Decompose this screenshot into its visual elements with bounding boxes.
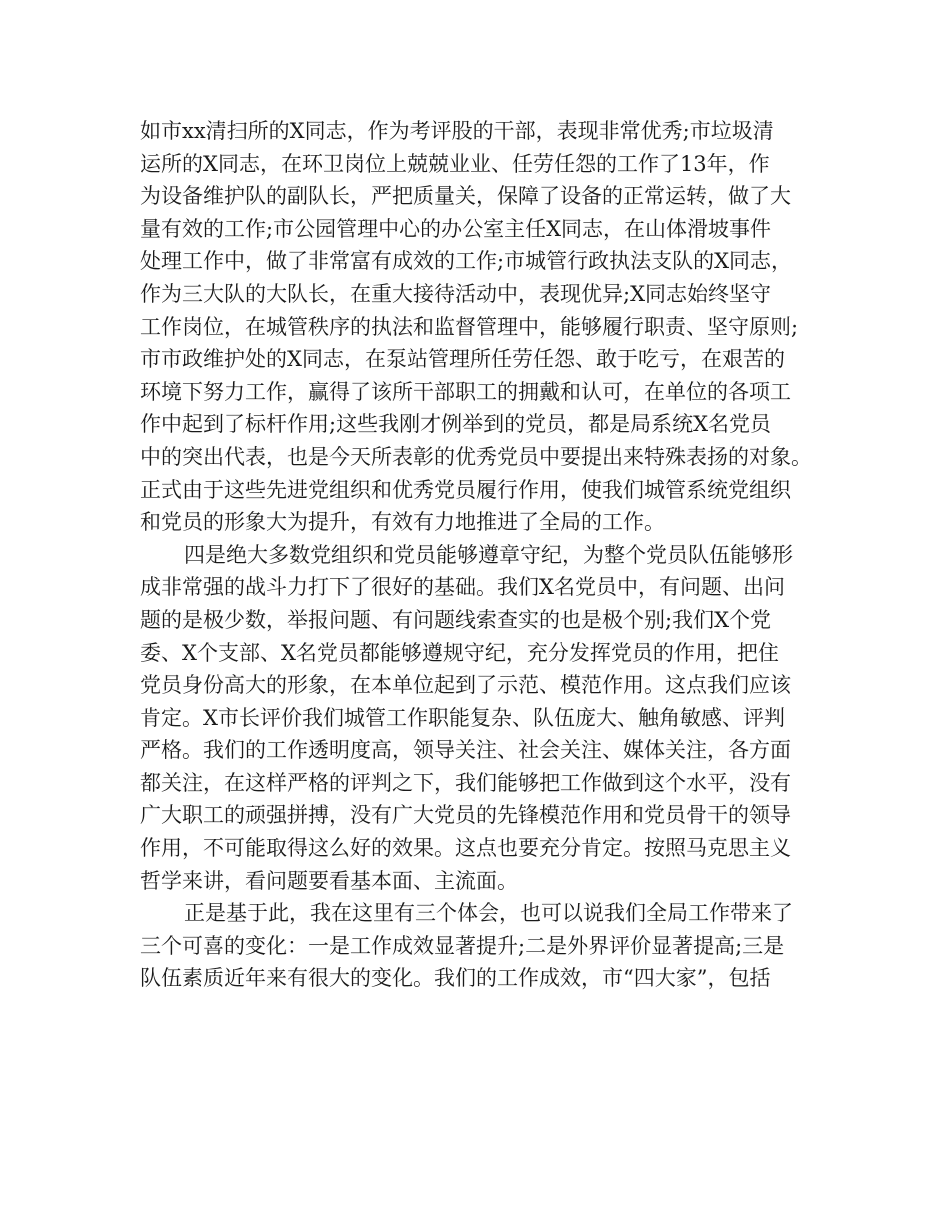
text-line: 作用，不可能取得这么好的效果。这点也要充分肯定。按照马克思主义 <box>140 836 791 861</box>
text-line: 为设备维护队的副队长，严把质量关，保障了设备的正常运转，做了大 <box>140 184 791 209</box>
text-line: 环境下努力工作，赢得了该所干部职工的拥戴和认可，在单位的各项工 <box>140 379 791 404</box>
text-line: 广大职工的顽强拼搏，没有广大党员的先锋模范作用和党员骨干的领导 <box>140 803 791 828</box>
text-line: 市市政维护处的X同志，在泵站管理所任劳任怨、敢于吃亏，在艰苦的 <box>140 347 785 372</box>
text-line: 量有效的工作;市公园管理中心的办公室主任X同志，在山体滑坡事件 <box>140 216 772 241</box>
text-line: 正式由于这些先进党组织和优秀党员履行作用，使我们城管系统党组织 <box>140 477 791 502</box>
text-line: 肯定。X市长评价我们城管工作职能复杂、队伍庞大、触角敏感、评判 <box>140 705 785 730</box>
text-line: 严格。我们的工作透明度高，领导关注、社会关注、媒体关注，各方面 <box>140 738 791 763</box>
text-line: 队伍素质近年来有很大的变化。我们的工作成效，市“四大家”，包括 <box>140 966 771 991</box>
text-line: 中的突出代表，也是今天所表彰的优秀党员中要提出来特殊表扬的对象。 <box>140 444 812 469</box>
text-line: 哲学来讲，看问题要看基本面、主流面。 <box>140 868 518 893</box>
text-line: 作中起到了标杆作用;这些我刚才例举到的党员，都是局系统X名党员 <box>140 412 772 437</box>
text-line: 处理工作中，做了非常富有成效的工作;市城管行政执法支队的X同志， <box>140 249 793 274</box>
text-line: 委、X个支部、X名党员都能够遵规守纪，充分发挥党员的作用，把住 <box>140 640 779 665</box>
text-line: 作为三大队的大队长，在重大接待活动中，表现优异;X同志始终坚守 <box>140 281 772 306</box>
text-line: 都关注，在这样严格的评判之下，我们能够把工作做到这个水平，没有 <box>140 770 791 795</box>
text-line: 题的是极少数，举报问题、有问题线索查实的也是极个别;我们X个党 <box>140 607 772 632</box>
paragraph-first-line: 正是基于此，我在这里有三个体会，也可以说我们全局工作带来了 <box>184 901 793 926</box>
paragraph-first-line: 四是绝大多数党组织和党员能够遵章守纪，为整个党员队伍能够形 <box>184 542 793 567</box>
body-text <box>140 115 825 995</box>
text-line: 工作岗位，在城管秩序的执法和监督管理中，能够履行职责、坚守原则; <box>140 314 799 339</box>
text-line: 运所的X同志，在环卫岗位上兢兢业业、任劳任怨的工作了13年，作 <box>140 151 770 176</box>
text-line: 和党员的形象大为提升，有效有力地推进了全局的工作。 <box>140 510 665 535</box>
text-line: 党员身份高大的形象，在本单位起到了示范、模范作用。这点我们应该 <box>140 673 791 698</box>
text-line: 成非常强的战斗力打下了很好的基础。我们X名党员中，有问题、出问 <box>140 575 785 600</box>
text-line: 如市xx清扫所的X同志，作为考评股的干部，表现非常优秀;市垃圾清 <box>140 119 774 143</box>
text-line: 三个可喜的变化：一是工作成效显著提升;二是外界评价显著提高;三是 <box>140 933 785 958</box>
